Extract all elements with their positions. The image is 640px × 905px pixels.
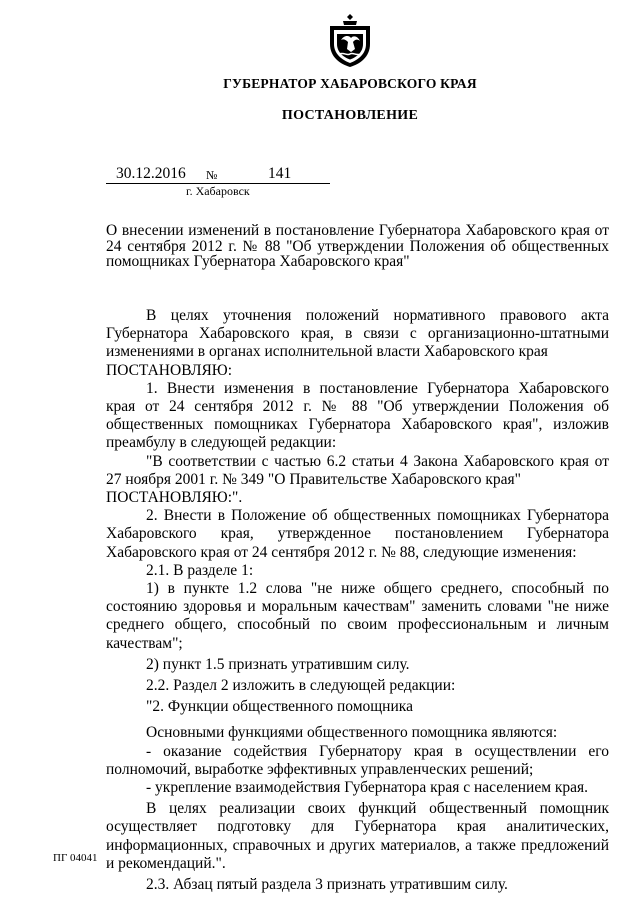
body-paragraph: - оказание содействия Губернатору края в осуществлении его полномочий, выработке эффективных управленческих решений; bbox=[106, 742, 609, 778]
document-type-title: ПОСТАНОВЛЕНИЕ bbox=[281, 108, 419, 123]
body-paragraph: "2. Функции общественного помощника bbox=[146, 698, 413, 716]
body-paragraph: 2.3. Абзац пятый раздела 3 признать утратившим силу. bbox=[146, 876, 508, 894]
body-paragraph: ПОСТАНОВЛЯЮ:". bbox=[106, 489, 243, 507]
footer-code: ПГ 04041 bbox=[53, 852, 98, 864]
body-paragraph: 1) в пункте 1.2 слова "не ниже общего среднего, способный по состоянию здоровья и моральным качествам" заменить словами "не ниже среднего общего, способный по своим профессиональным и личным качествам"; bbox=[106, 580, 609, 652]
document-number: 141 bbox=[268, 165, 292, 182]
body-paragraph: Основными функциями общественного помощника являются: bbox=[146, 724, 558, 742]
body-paragraph: 2. Внести в Положение об общественных помощниках Губернатора Хабаровского края, утвержденное постановлением Губернатора Хабаровского края от 24 сентября 2012 г. № 88, следующие изменения: bbox=[106, 507, 609, 561]
body-paragraph: 2) пункт 1.5 признать утратившим силу. bbox=[146, 655, 410, 673]
body-paragraph: "В соответствии с частью 6.2 статьи 4 Закона Хабаровского края от 27 ноября 2001 г. № 349 "О Правительстве Хабаровского края" bbox=[106, 452, 609, 488]
number-sign: № bbox=[206, 168, 218, 182]
document-date: 30.12.2016 bbox=[116, 165, 186, 182]
body-paragraph: 2.1. В разделе 1: bbox=[146, 561, 254, 579]
body-paragraph: - укрепление взаимодействия Губернатора края с населением края. bbox=[146, 779, 589, 797]
body-paragraph: В целях уточнения положений нормативного правового акта Губернатора Хабаровского края, в связи с организационно-штатными изменениями в органах исполнительной власти Хабаровского края bbox=[106, 307, 609, 361]
document-body bbox=[106, 307, 609, 894]
document-subject: О внесении изменений в постановление Губернатора Хабаровского края от 24 сентября 2012 г. № 88 "Об утверждении Положения об общественных помощниках Губернатора Хабаровского края" bbox=[106, 222, 609, 270]
body-paragraph: ПОСТАНОВЛЯЮ: bbox=[106, 361, 233, 379]
khabarovsk-coat-of-arms-icon bbox=[327, 14, 373, 68]
body-paragraph: 1. Внести изменения в постановление Губернатора Хабаровского края от 24 сентября 2012 г. № 88 "Об утверждении Положения об общественных помощниках Губернатора Хабаровского края", изложив преамбулу в следующей редакции: bbox=[106, 379, 609, 452]
body-paragraph: В целях реализации своих функций общественный помощник осуществляет подготовку для Губернатора края аналитических, информационных, справочных и других материалов, а также предложений и рекомендаций.". bbox=[106, 800, 609, 872]
body-paragraph: 2.2. Раздел 2 изложить в следующей редакции: bbox=[146, 677, 456, 695]
issue-city: г. Хабаровск bbox=[186, 184, 250, 198]
authority-title: ГУБЕРНАТОР ХАБАРОВСКОГО КРАЯ bbox=[223, 76, 477, 91]
